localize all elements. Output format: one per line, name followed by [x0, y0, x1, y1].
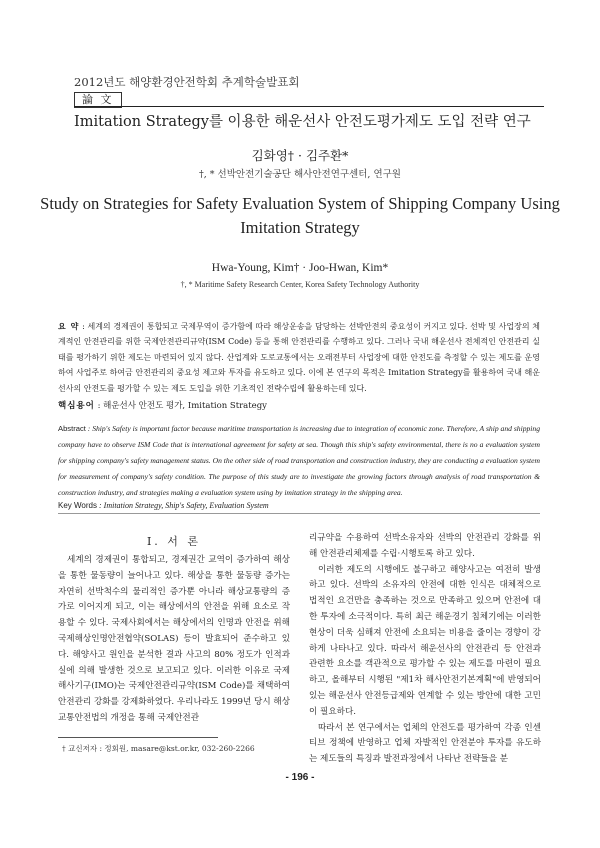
keywords-english-label: Key Words [58, 501, 97, 510]
keywords-korean-text: : 해운선사 안전도 평가, Imitation Strategy [97, 401, 267, 411]
authors-korean: 김화영† · 김주환* [251, 148, 349, 163]
body-column-left [58, 553, 290, 727]
footnote-divider [58, 737, 218, 738]
title-korean: Imitation Strategy를 이용한 해운선사 안전도평가제도 도입 전략 연구 [74, 114, 531, 130]
body-paragraph: 리규약을 수용하여 선박소유자와 선박의 안전관리 강화를 위해 안전관리체제를 수립·시행토록 하고 있다. [309, 533, 541, 559]
affiliation-english: †, * Maritime Safety Research Center, Korea Safety Technology Authority [180, 280, 420, 289]
body-paragraph: 이러한 제도의 시행에도 불구하고 해양사고는 여전히 발생하고 있다. 선박의 소유자의 안전에 대한 인식은 대체적으로 법적인 요건만을 충족하는 것으로 만족하고 있으며 안전에 대한 투자에 소극적이다. 특히 최근 해운경기 침체기에는 이러한 현상이 더욱 심해져 안전에 소요되는 비용을 줄이는 경향이 강하게 나타나고 있다. 따라서 해운선사의 안전관리 등 안전과 관련한 요소를 객관적으로 평가할 수 있는 제도를 마련이 필요하고, 올해부터 시행된 "제1차 해사안전기본계획"에 반영되어 있는 해운선사 안전등급제와 연계할 수 있는 방안에 대한 고민이 필요하다. [309, 564, 541, 717]
keywords-korean [58, 399, 267, 411]
title-english: Study on Strategies for Safety Evaluation System of Shipping Company Using Imitation Strategy [40, 194, 560, 237]
body-paragraph: 따라서 본 연구에서는 업체의 안전도를 평가하여 각종 인센티브 정책에 반영하고 업체 자발적인 안전분야 투자를 유도하는 제도들의 특징과 발전과정에서 나타난 전략들을 분 [309, 722, 541, 765]
footnote: † 교신저자 : 정회원, masare@kst.or.kr, 032-260-2266 [62, 744, 255, 753]
abstract-english [58, 421, 540, 501]
abstract-korean-label: 요 약 [58, 321, 80, 331]
affiliation-korean: †, * 선박안전기술공단 해사안전연구센터, 연구원 [199, 169, 401, 180]
body-paragraph: 세계의 경제권이 통합되고, 경제권간 교역이 증가하여 해상을 통한 물동량이 늘어나고 있다. 해상을 통한 물동량 증가는 자연히 선박척수의 물리적인 증가뿐 아니라 해상교통량의 증가로 이어지게 되고, 이는 해상에서의 안전을 위해 요소로 작용할 수 있다. 국제사회에서는 해상에서의 인명과 안전을 위해 국제해상인명안전협약(SOLAS) 등이 발효되어 준수하고 있다. 해양사고 원인을 분석한 결과 사고의 80% 정도가 인적과실에 의해 발생한 것으로 보고되고 있다. 이러한 이유로 국제해사기구(IMO)는 국제안전관리규약(ISM Code)를 채택하여 안전관리 강화를 강제화하였다. 우리나라도 1999년 당시 해상교통안전법의 개정을 통해 국제안전관 [58, 555, 290, 723]
authors-english: Hwa-Young, Kim† · Joo-Hwan, Kim* [211, 262, 389, 274]
keywords-english-text: : Imitation Strategy, Ship's Safety, Evaluation System [98, 501, 269, 510]
section-title-introduction: Ⅰ. 서 론 [146, 535, 202, 548]
keywords-english [58, 501, 269, 510]
keywords-korean-label: 핵심용어 [58, 401, 95, 411]
abstract-english-text: : Ship's Safety is important factor because maritime transportation is increasing due to integration of economic zone. Therefore, A ship and shipping company have to observe ISM Code that is international agreement for safety at sea. Though this ship's safety environmental, there is no a evaluation system for shipping company's safety management status. On the other side of road transportation and construction industry, they are conducting a evaluation system for measurement of company's safety condition. The purpose of this study are to investigate the growing factors through analysis of road transportation & construction industry, and strategies making a evaluation system using by imitation strategy in the shipping area. [58, 424, 540, 497]
abstract-korean [58, 319, 540, 396]
keywords-divider [58, 513, 540, 514]
abstract-english-label: Abstract [58, 424, 86, 433]
body-column-right [309, 531, 541, 768]
page-number: - 196 - [285, 772, 315, 783]
header-divider [74, 106, 544, 107]
abstract-korean-text: : 세계의 경제권이 통합되고 국제무역이 증가함에 따라 해상운송을 담당하는 선박안전의 중요성이 커지고 있다. 선박 및 사업장의 체계적인 안전관리를 위한 국제안전관리규약(ISM Code) 등을 통해 안전관리를 수행하고 있다. 그러나 국내 해운선사 전체적인 안전관리 실태를 평가하기 위한 제도는 마련되어 있지 않다. 산업계와 도로교통에서는 오래전부터 사업장에 대한 안전도를 측정할 수 있는 제도를 운영하여 사업주로 하여금 안전관리의 중요성 제고와 투자를 유도하고 있다. 이에 본 연구의 목적은 Imitation Strategy를 활용하여 국내 해운선사의 안전도를 평가할 수 있는 제도 도입을 위한 기초적인 전략수립에 활용하는데 있다. [58, 322, 540, 393]
conference-name: 2012년도 해양환경안전학회 추계학술발표회 [74, 75, 300, 89]
article-type-tag: 論 文 [74, 92, 122, 108]
